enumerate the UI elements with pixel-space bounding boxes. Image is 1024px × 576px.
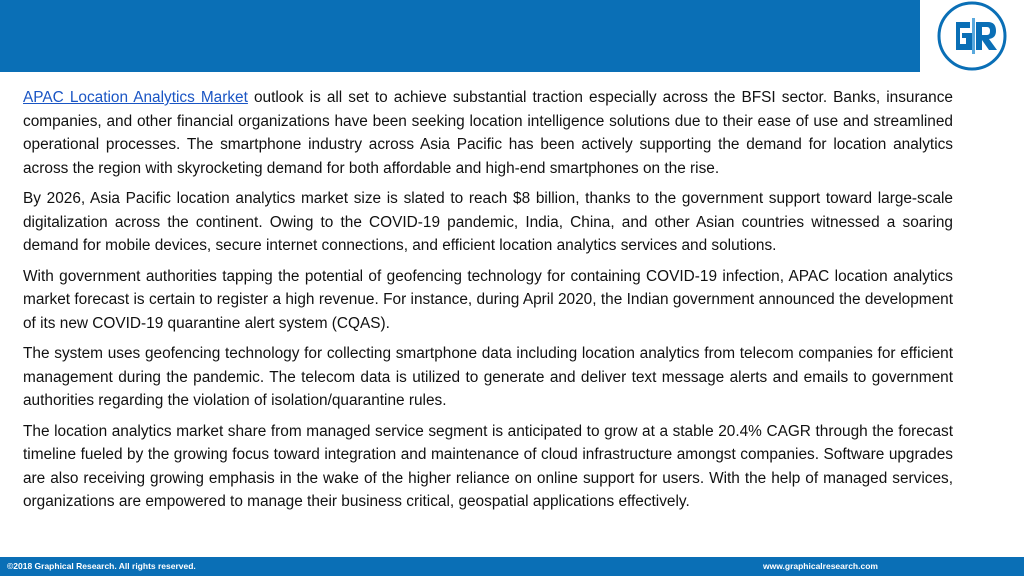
article-body	[23, 86, 953, 521]
logo	[920, 0, 1024, 72]
market-report-link[interactable]: APAC Location Analytics Market	[23, 89, 248, 106]
website-link[interactable]: www.graphicalresearch.com	[763, 561, 878, 571]
paragraph-2: By 2026, Asia Pacific location analytics market size is slated to reach $8 billion, thanks to the government support toward large-scale digitalization across the continent. Owing to the COVID-19 pandemic, India, China, and other Asian countries witnessed a soaring demand for mobile devices, secure internet connections, and efficient location analytics services and solutions.	[23, 190, 953, 254]
paragraph-1-text: outlook is all set to achieve substantial traction especially across the BFSI sector. Banks, insurance companies, and other financial organizations have been seeking location intelligence solutions due to their ease of use and streamlined operational processes. The smartphone industry across Asia Pacific has been actively supporting the demand for location analytics across the region with skyrocketing demand for both affordable and high-end smartphones on the rise.	[23, 89, 953, 177]
header-bar	[0, 0, 1024, 72]
copyright-text: ©2018 Graphical Research. All rights reserved.	[7, 561, 196, 571]
paragraph-1	[23, 86, 953, 180]
paragraph-3: With government authorities tapping the potential of geofencing technology for containing COVID-19 infection, APAC location analytics market forecast is certain to register a high revenue. For instance, during April 2020, the Indian government announced the development of its new COVID-19 quarantine alert system (CQAS).	[23, 267, 953, 332]
graphical-research-logo-icon	[922, 0, 1022, 72]
footer-bar	[0, 557, 1024, 576]
paragraph-5: The location analytics market share from managed service segment is anticipated to grow at a stable 20.4% CAGR through the forecast timeline fueled by the growing focus toward integration and maintenance of cloud infrastructure amongst companies. Software upgrades are also receiving growing emphasis in the wake of the higher reliance on online support for users. With the help of managed services, organizations are empowered to manage their business critical, geospatial applications effectively.	[23, 422, 953, 510]
paragraph-4: The system uses geofencing technology for collecting smartphone data including location analytics from telecom companies for efficient management during the pandemic. The telecom data is utilized to generate and deliver text message alerts and emails to government authorities regarding the violation of isolation/quarantine rules.	[23, 345, 953, 409]
